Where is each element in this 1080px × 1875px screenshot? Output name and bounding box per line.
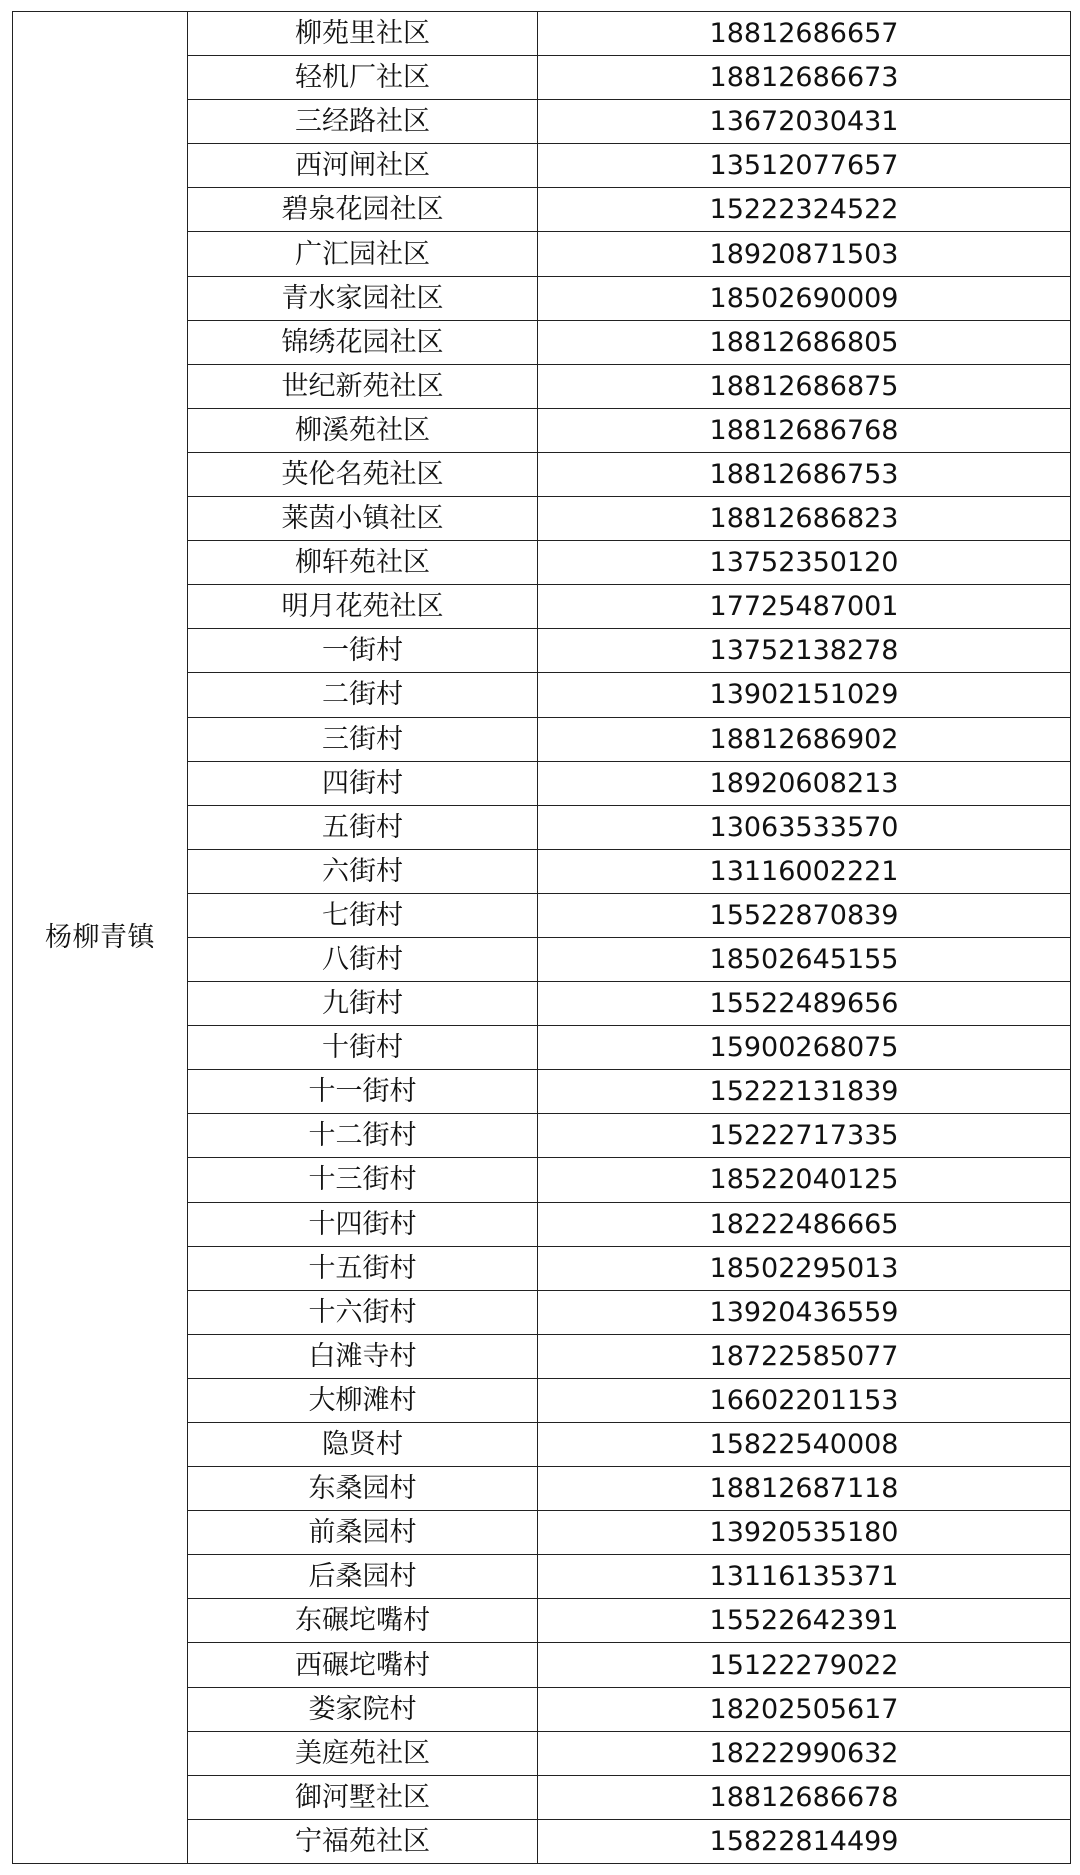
phone-number-cell: 13752138278 bbox=[538, 629, 1071, 673]
community-name-cell: 柳轩苑社区 bbox=[188, 541, 538, 585]
phone-number-cell: 18812686673 bbox=[538, 56, 1071, 100]
phone-number-cell: 13902151029 bbox=[538, 673, 1071, 717]
phone-number-cell: 15222131839 bbox=[538, 1070, 1071, 1114]
community-name-cell: 大柳滩村 bbox=[188, 1378, 538, 1422]
phone-number-cell: 16602201153 bbox=[538, 1378, 1071, 1422]
phone-number-cell: 18812686805 bbox=[538, 320, 1071, 364]
phone-number-cell: 18812686823 bbox=[538, 497, 1071, 541]
phone-number-cell: 18812686875 bbox=[538, 364, 1071, 408]
phone-number-cell: 18812686753 bbox=[538, 452, 1071, 496]
phone-number-cell: 18812687118 bbox=[538, 1467, 1071, 1511]
community-name-cell: 东碾坨嘴村 bbox=[188, 1599, 538, 1643]
phone-number-cell: 18502645155 bbox=[538, 937, 1071, 981]
phone-number-cell: 15222324522 bbox=[538, 188, 1071, 232]
community-name-cell: 二街村 bbox=[188, 673, 538, 717]
phone-number-cell: 15522870839 bbox=[538, 893, 1071, 937]
contact-table bbox=[12, 11, 1071, 1864]
community-name-cell: 后桑园村 bbox=[188, 1555, 538, 1599]
community-name-cell: 碧泉花园社区 bbox=[188, 188, 538, 232]
phone-number-cell: 18502690009 bbox=[538, 276, 1071, 320]
phone-number-cell: 18812686768 bbox=[538, 408, 1071, 452]
contact-table-body bbox=[13, 12, 1071, 1864]
community-name-cell: 莱茵小镇社区 bbox=[188, 497, 538, 541]
community-name-cell: 广汇园社区 bbox=[188, 232, 538, 276]
phone-number-cell: 18920871503 bbox=[538, 232, 1071, 276]
table-row bbox=[13, 12, 1071, 56]
phone-number-cell: 15122279022 bbox=[538, 1643, 1071, 1687]
phone-number-cell: 18502295013 bbox=[538, 1246, 1071, 1290]
phone-number-cell: 18222990632 bbox=[538, 1731, 1071, 1775]
community-name-cell: 东桑园村 bbox=[188, 1467, 538, 1511]
phone-number-cell: 15522642391 bbox=[538, 1599, 1071, 1643]
phone-number-cell: 18920608213 bbox=[538, 761, 1071, 805]
community-name-cell: 锦绣花园社区 bbox=[188, 320, 538, 364]
community-name-cell: 一街村 bbox=[188, 629, 538, 673]
community-name-cell: 娄家院村 bbox=[188, 1687, 538, 1731]
phone-number-cell: 13116135371 bbox=[538, 1555, 1071, 1599]
community-name-cell: 青水家园社区 bbox=[188, 276, 538, 320]
phone-number-cell: 13920436559 bbox=[538, 1290, 1071, 1334]
community-name-cell: 宁福苑社区 bbox=[188, 1819, 538, 1863]
community-name-cell: 五街村 bbox=[188, 805, 538, 849]
community-name-cell: 十六街村 bbox=[188, 1290, 538, 1334]
community-name-cell: 柳苑里社区 bbox=[188, 12, 538, 56]
phone-number-cell: 15522489656 bbox=[538, 982, 1071, 1026]
community-name-cell: 六街村 bbox=[188, 849, 538, 893]
phone-number-cell: 13512077657 bbox=[538, 144, 1071, 188]
phone-number-cell: 18812686657 bbox=[538, 12, 1071, 56]
community-name-cell: 八街村 bbox=[188, 937, 538, 981]
phone-number-cell: 18222486665 bbox=[538, 1202, 1071, 1246]
phone-number-cell: 15900268075 bbox=[538, 1026, 1071, 1070]
phone-number-cell: 13672030431 bbox=[538, 100, 1071, 144]
community-name-cell: 前桑园村 bbox=[188, 1511, 538, 1555]
community-name-cell: 柳溪苑社区 bbox=[188, 408, 538, 452]
phone-number-cell: 18202505617 bbox=[538, 1687, 1071, 1731]
community-name-cell: 美庭苑社区 bbox=[188, 1731, 538, 1775]
community-name-cell: 十四街村 bbox=[188, 1202, 538, 1246]
phone-number-cell: 18722585077 bbox=[538, 1334, 1071, 1378]
phone-number-cell: 13920535180 bbox=[538, 1511, 1071, 1555]
phone-number-cell: 18812686678 bbox=[538, 1775, 1071, 1819]
community-name-cell: 十二街村 bbox=[188, 1114, 538, 1158]
community-name-cell: 三街村 bbox=[188, 717, 538, 761]
community-name-cell: 十三街村 bbox=[188, 1158, 538, 1202]
community-name-cell: 隐贤村 bbox=[188, 1423, 538, 1467]
community-name-cell: 世纪新苑社区 bbox=[188, 364, 538, 408]
community-name-cell: 十一街村 bbox=[188, 1070, 538, 1114]
community-name-cell: 英伦名苑社区 bbox=[188, 452, 538, 496]
community-name-cell: 西河闸社区 bbox=[188, 144, 538, 188]
community-name-cell: 明月花苑社区 bbox=[188, 585, 538, 629]
phone-number-cell: 18522040125 bbox=[538, 1158, 1071, 1202]
phone-number-cell: 15822540008 bbox=[538, 1423, 1071, 1467]
community-name-cell: 西碾坨嘴村 bbox=[188, 1643, 538, 1687]
phone-number-cell: 18812686902 bbox=[538, 717, 1071, 761]
community-name-cell: 御河墅社区 bbox=[188, 1775, 538, 1819]
phone-number-cell: 15822814499 bbox=[538, 1819, 1071, 1863]
phone-number-cell: 17725487001 bbox=[538, 585, 1071, 629]
community-name-cell: 九街村 bbox=[188, 982, 538, 1026]
phone-number-cell: 15222717335 bbox=[538, 1114, 1071, 1158]
community-name-cell: 轻机厂社区 bbox=[188, 56, 538, 100]
community-name-cell: 四街村 bbox=[188, 761, 538, 805]
community-name-cell: 十五街村 bbox=[188, 1246, 538, 1290]
community-name-cell: 白滩寺村 bbox=[188, 1334, 538, 1378]
town-name-cell: 杨柳青镇 bbox=[13, 12, 188, 1864]
community-name-cell: 七街村 bbox=[188, 893, 538, 937]
phone-number-cell: 13063533570 bbox=[538, 805, 1071, 849]
community-name-cell: 十街村 bbox=[188, 1026, 538, 1070]
phone-number-cell: 13752350120 bbox=[538, 541, 1071, 585]
community-name-cell: 三经路社区 bbox=[188, 100, 538, 144]
phone-number-cell: 13116002221 bbox=[538, 849, 1071, 893]
